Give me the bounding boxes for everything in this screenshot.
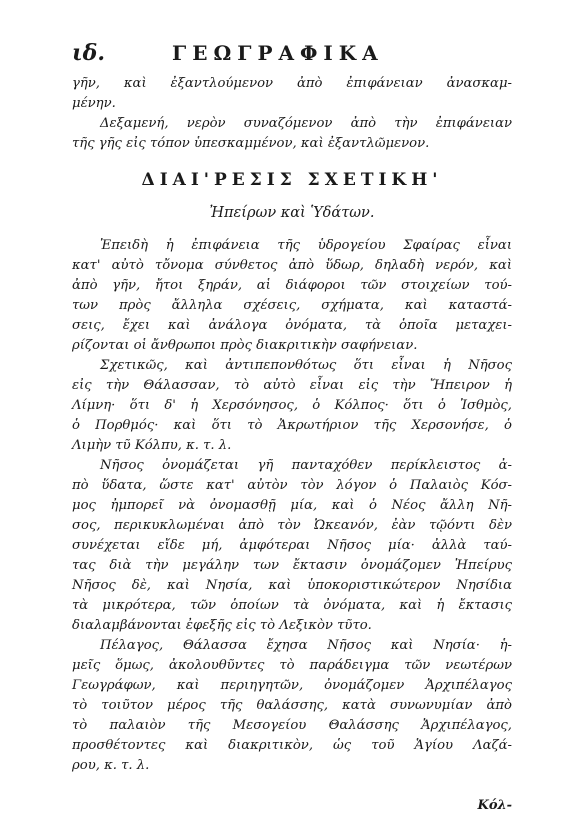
text-line: ἀπὸ γῆν, ἤτοι ξηράν, αἱ διάφοροι τῶν στοιχείων τού- [72, 278, 512, 293]
text-line: γῆν, καὶ ἐξαντλούμενον ἀπὸ ἐπιφάνειαν ἀνασκαμ- [72, 76, 512, 91]
text-line: σος, περικυκλωμέναι ἀπὸ τὸν Ὠκεανόν, ἐὰν τῷόντι δὲν [72, 518, 512, 533]
page-number: ιδ. [72, 40, 105, 66]
text-line: διαλαμβάνονται ἐφεξῆς εἰς τὸ Λεξικὸν τῦτο. [72, 618, 372, 633]
catchword: Κόλ- [477, 798, 512, 813]
text-line: Λιμὴν τῦ Κόλπυ, κ. τ. λ. [72, 438, 232, 453]
paragraph-2 [72, 356, 512, 456]
section-subtitle: Ἠπείρων καὶ Ὑδάτων. [209, 205, 375, 221]
text-line: Σχετικῶς, καὶ ἀντιπεπονθότως ὅτι εἶναι ἡ Νῆσος [100, 358, 512, 373]
text-line: εἰς τὴν Θάλασσαν, τὸ αὐτὸ εἶναι εἰς τὴν Ἤπειρον ἡ [72, 378, 512, 393]
text-line: ρου, κ. τ. λ. [72, 758, 150, 773]
dexameni-entry [72, 114, 512, 154]
text-line: τὰ μικρότερα, τῶν ὁποίων τὰ ὀνόματα, καὶ ἡ ἔκτασις [72, 598, 512, 613]
text-line: Νῆσος δὲ, καὶ Νησία, καὶ ὑποκοριστικώτερον Νησίδια [72, 578, 512, 593]
text-line: Γεωγράφων, καὶ περιηγητῶν, ὀνομάζομεν Ἀρχιπέλαγος [72, 678, 512, 693]
text-line: μος ἠμπορεῖ νὰ ὀνομασθῇ μία, καὶ ὁ Νέος ἄλλη Νῆ- [72, 498, 512, 513]
text-line: Νῆσος ὀνομάζεται γῆ πανταχόθεν περίκλειστος ἀ- [100, 458, 512, 473]
text-line: Δεξαμενή, νερὸν συναζόμενον ἀπὸ τὴν ἐπιφάνειαν [100, 116, 512, 131]
page-header [72, 40, 512, 74]
text-line: συνέχεται εἴδε μή, ἀμφότεραι Νῆσος μία· ἀλλὰ ταύ- [72, 538, 512, 553]
text-line: προσθέτοντες καὶ διακριτικὸν, ὡς τοῦ Ἁγίου Λαζά- [72, 738, 512, 753]
text-line: τας διὰ τὴν μεγάλην των ἔκτασιν ὀνομάζομεν Ἠπείρυς [72, 558, 512, 573]
text-line: Πέλαγος, Θάλασσα ἔχησα Νῆσος καὶ Νησία· ἡ- [100, 638, 512, 653]
book-page [72, 40, 512, 813]
text-line: Λίμνη· ὅτι δ' ἡ Χερσόνησος, ὁ Κόλπος· ὅτι ὁ Ἰσθμὸς, [72, 398, 512, 413]
text-line: Ἐπειδὴ ἡ ἐπιφάνεια τῆς ὑδρογείου Σφαίρας εἶναι [100, 238, 512, 253]
paragraph-1 [72, 236, 512, 356]
text-line: τὸ τοιῦτον μέρος τῆς θαλάσσης, κατὰ συνωνυμίαν ἀπὸ [72, 698, 512, 713]
text-line: πὸ ὕδατα, ὥστε κατ' αὐτὸν τὸν λόγον ὁ Παλαιὸς Κόσ- [72, 478, 512, 493]
text-line: των πρὸς ἄλληλα σχέσεις, σχήματα, καὶ καταστά- [72, 298, 512, 313]
text-line: τῆς γῆς εἰς τόπον ὑπεσκαμμένον, καὶ ἐξαντλῶμενον. [72, 136, 430, 151]
text-line: κατ' αὐτὸ τὄνομα σύνθετος ἀπὸ ὕδωρ, δηλαδὴ νερόν, καὶ [72, 258, 512, 273]
text-line: ρίζονται οἱ ἄνθρωποι πρὸς διακριτικὴν σαφήνειαν. [72, 338, 418, 353]
paragraph-4 [72, 636, 512, 776]
text-line: σεις, ἔχει καὶ ἀνάλογα ὀνόματα, τὰ ὁποῖα μεταχει- [72, 318, 512, 333]
text-line: μεῖς ὅμως, ἀκολουθῦντες τὸ παράδειγμα τῶν νεωτέρων [72, 658, 512, 673]
text-line: μένην. [72, 96, 116, 111]
paragraph-3 [72, 456, 512, 636]
text-line: ὁ Πορθμός· καὶ ὅτι τὸ Ἀκρωτήριον τῆς Χερσονήσε, ὁ [72, 418, 512, 433]
running-title: ΓΕΩΓΡΑΦΙΚΑ [172, 41, 384, 65]
intro-text [72, 74, 512, 114]
text-line: τὸ παλαιὸν τῆς Μεσογείου Θαλάσσης Ἀρχιπέλαγος, [72, 718, 512, 733]
section-title: ΔΙΑΙ'ΡΕΣΙΣ ΣΧΕΤΙΚΗ' [141, 170, 443, 190]
